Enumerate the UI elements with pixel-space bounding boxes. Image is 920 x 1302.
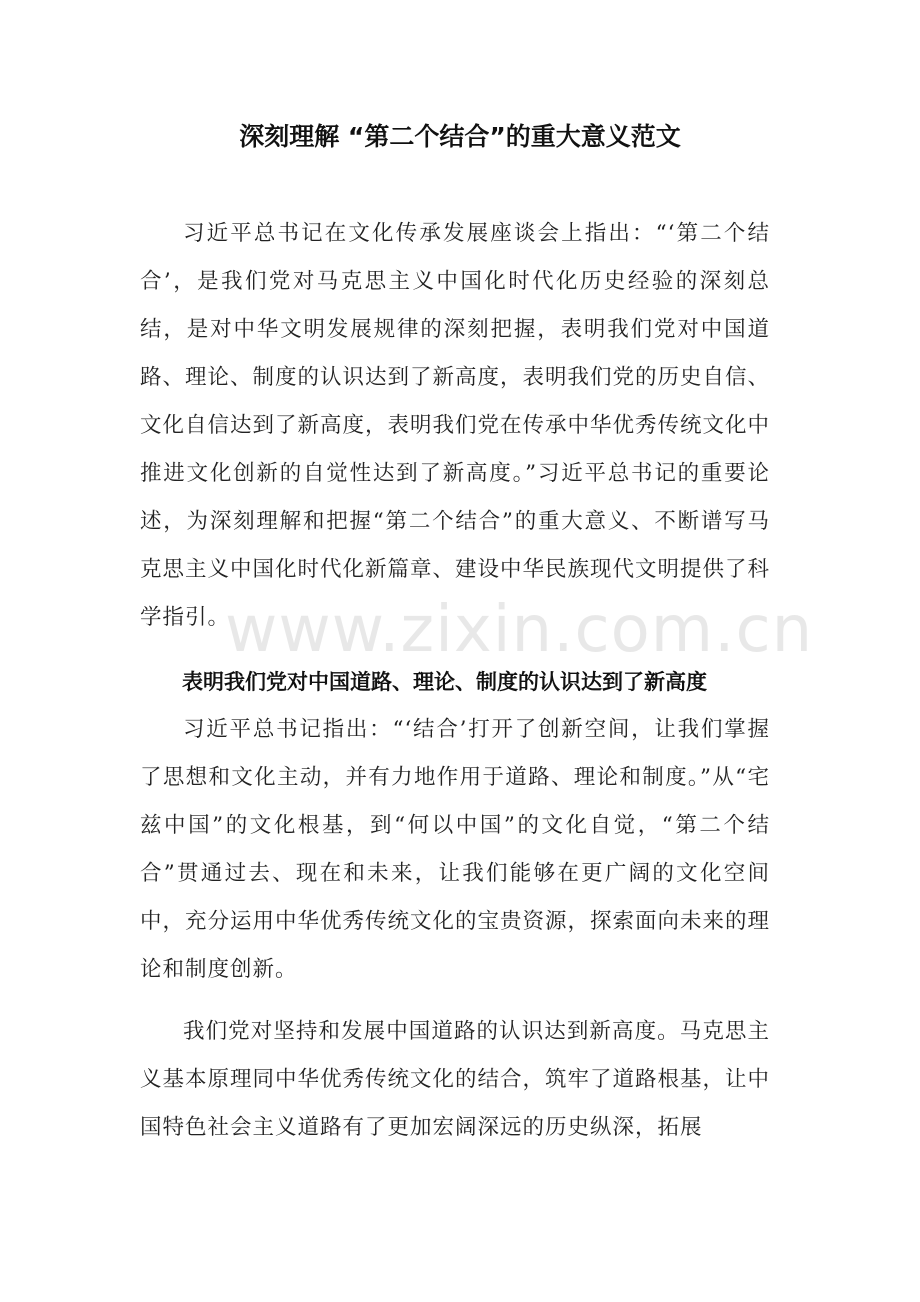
paragraph-text: 习近平总书记在文化传承发展座谈会上指出：“‘第二个结合’，是我们党对马克思主义中国化时代化历史经验的深刻总结，是对中华文明发展规律的深刻把握，表明我们党对中国道路、理论、制度的认识达到了新高度，表明我们党的历史自信、文化自信达到了新高度，表明我们党在传承中华优秀传统文化中推进文化创新的自觉性达到了新高度。”习近平总书记的重要论述，为深刻理解和把握“第二个结合”的重大意义、不断谱写马克思主义中国化时代化新篇章、建设中华民族现代文明提供了科学指引。: [140, 221, 771, 630]
body-paragraph: [140, 706, 770, 994]
paragraph-text: 我们党对坚持和发展中国道路的认识达到新高度。马克思主义基本原理同中华优秀传统文化的结合，筑牢了道路根基，让中国特色社会主义道路有了更加宏阔深远的历史纵深，拓展: [140, 1019, 771, 1140]
body-paragraph: [140, 1008, 770, 1152]
paragraph-text: 习近平总书记指出：“‘结合’打开了创新空间，让我们掌握了思想和文化主动，并有力地作用于道路、理论和制度。”从“宅兹中国”的文化根基，到“何以中国”的文化自觉，“第二个结合”贯通过去、现在和未来，让我们能够在更广阔的文化空间中，充分运用中华优秀传统文化的宝贵资源，探索面向未来的理论和制度创新。: [140, 717, 771, 982]
watermark: www.zixin.com.cn: [225, 593, 814, 667]
body-paragraph: [140, 210, 770, 642]
document-title: 深刻理解 “第二个结合”的重大意义范文: [239, 122, 681, 151]
section-heading: 表明我们党对中国道路、理论、制度的认识达到了新高度: [182, 670, 707, 694]
